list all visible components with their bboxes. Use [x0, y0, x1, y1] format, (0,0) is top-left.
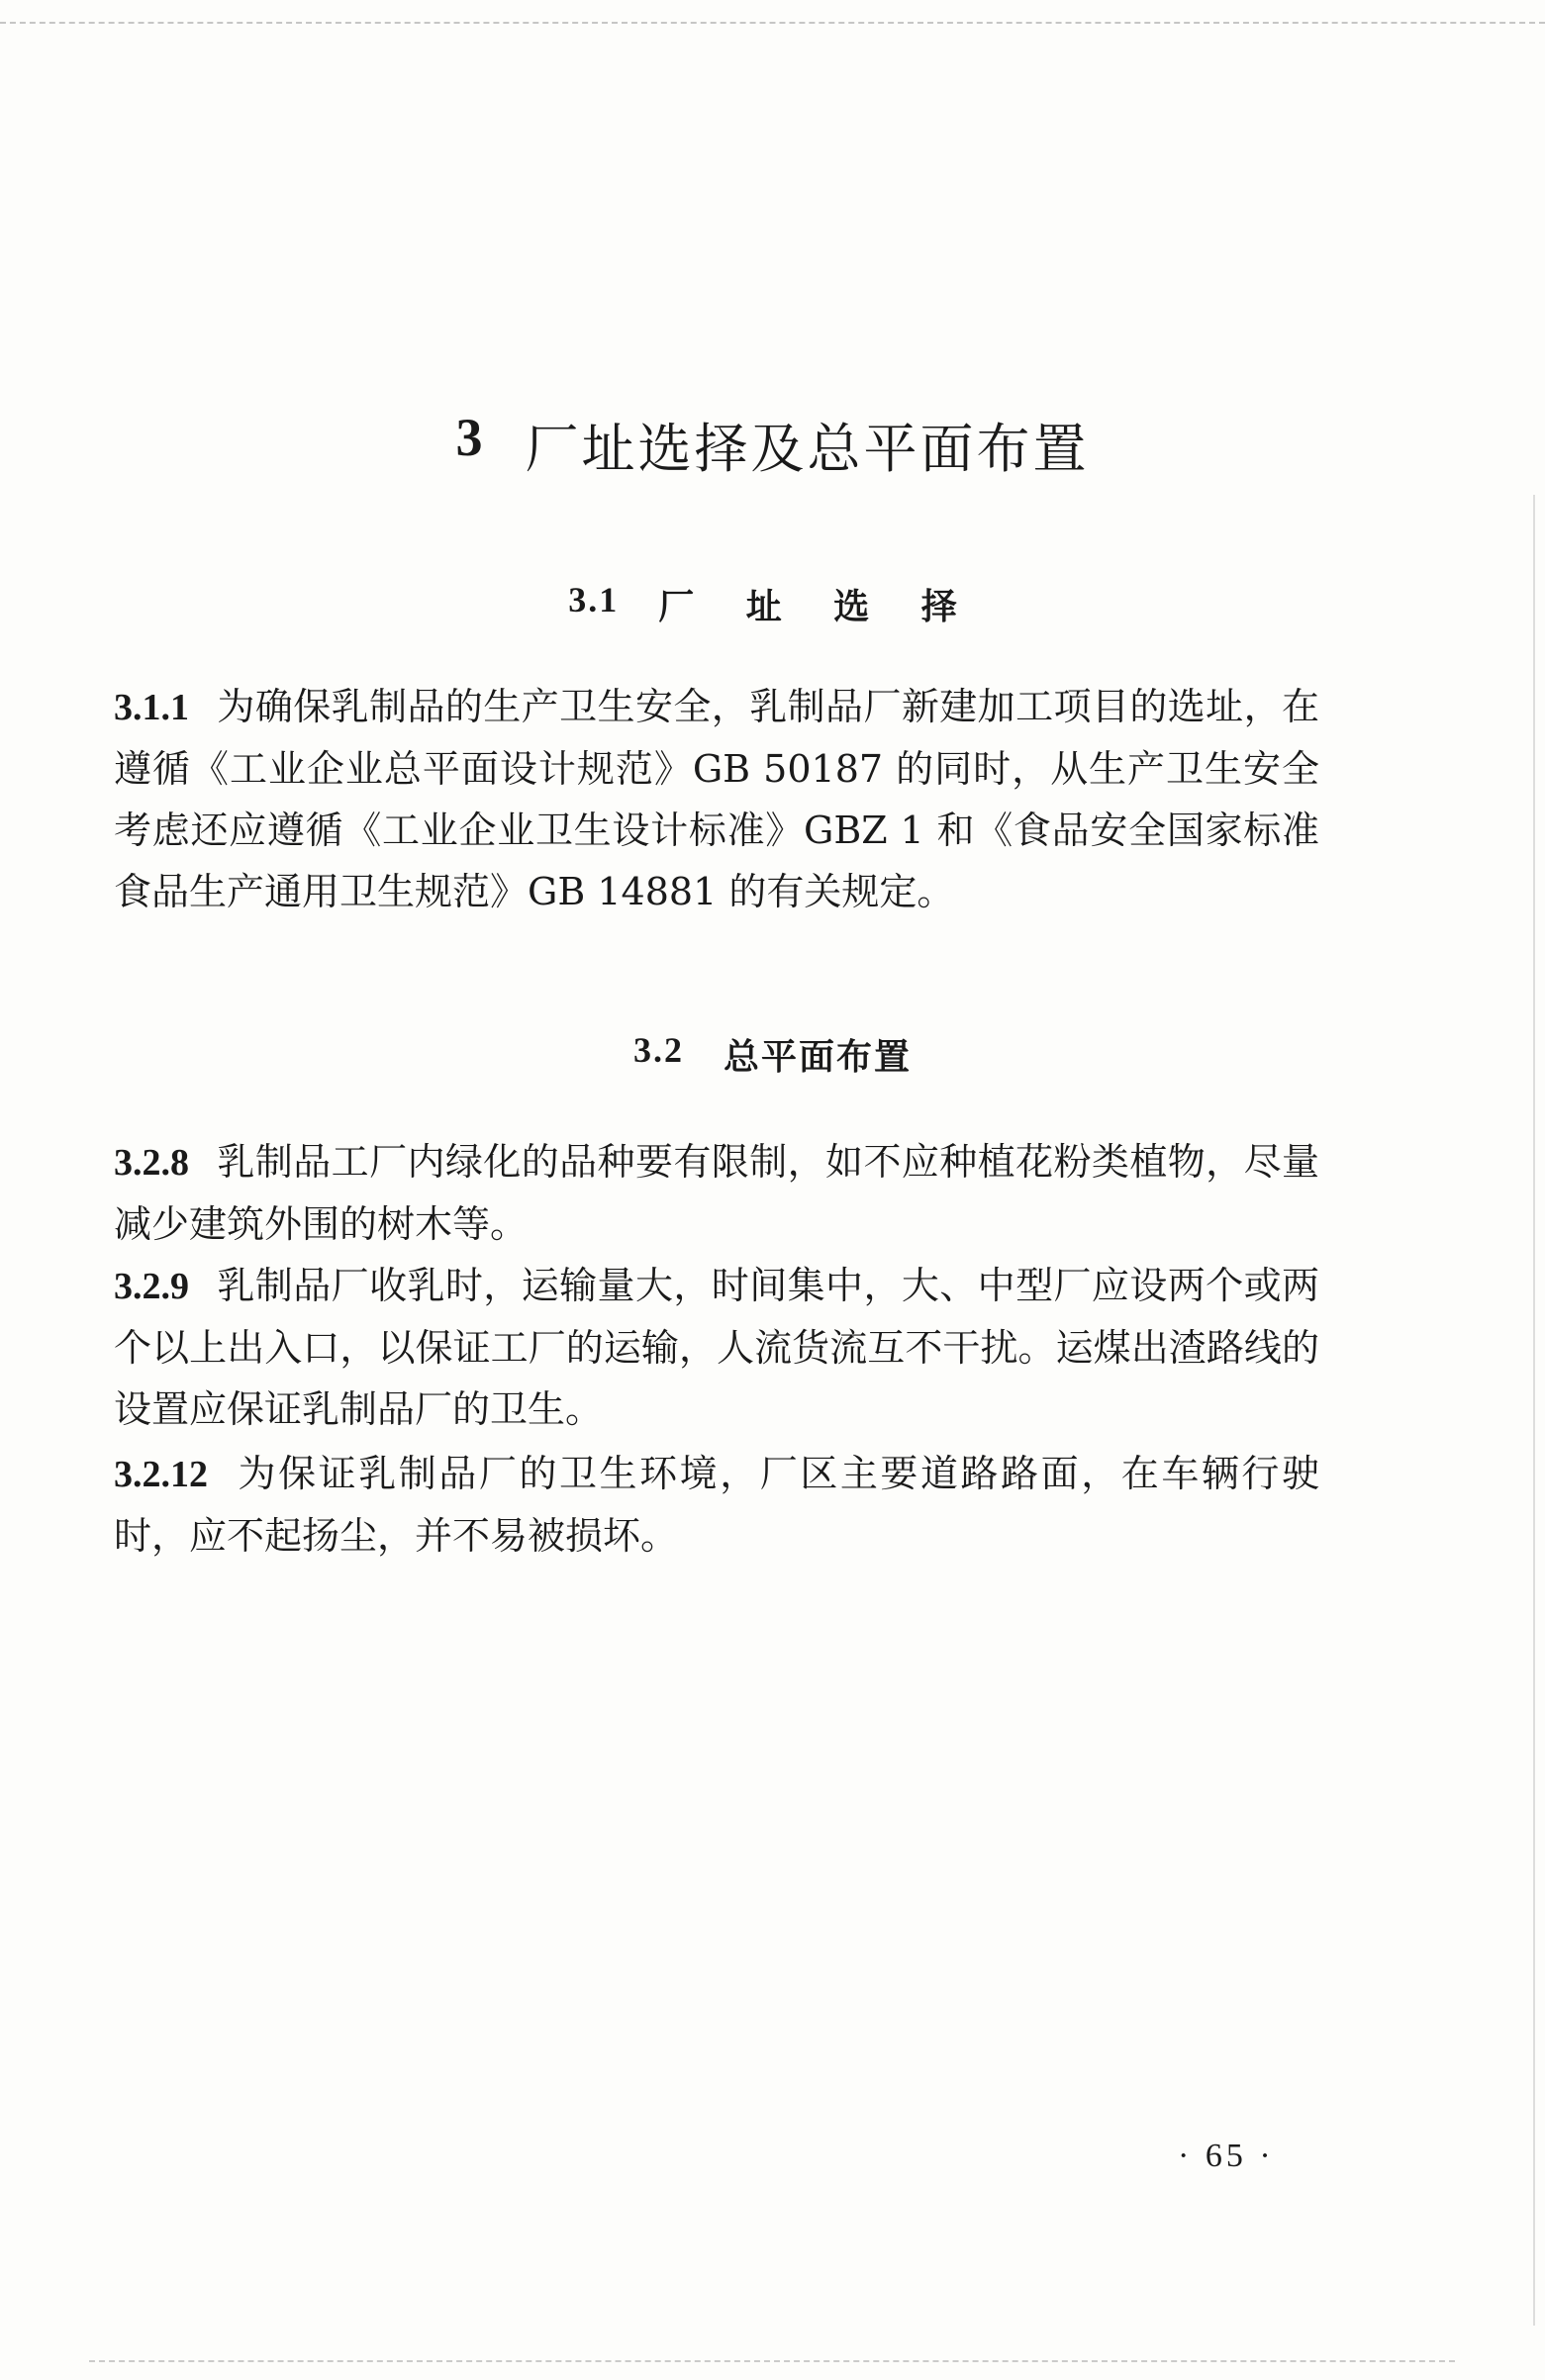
page-number: · 65 · [1178, 2138, 1275, 2174]
scan-edge-top [0, 0, 1545, 24]
scan-edge-bottom [89, 2360, 1455, 2364]
section-number: 3.1 [568, 579, 620, 619]
clause-3-1-1 [114, 676, 1319, 922]
chapter-number: 3 [455, 408, 486, 468]
chapter-title [0, 407, 1545, 483]
clause-3-2-9 [114, 1255, 1319, 1440]
clause-number: 3.2.9 [114, 1266, 189, 1307]
clause-text: 乳制品工厂内绿化的品种要有限制，如不应种植花粉类植物，尽量减少建筑外围的树木等。 [114, 1140, 1319, 1246]
scan-edge-right [1533, 495, 1535, 2326]
section-title-text: 厂 址 选 择 [658, 586, 977, 627]
clause-number: 3.1.1 [114, 687, 189, 728]
chapter-title-text: 厂址选择及总平面布置 [525, 418, 1090, 481]
clause-number: 3.2.12 [114, 1454, 208, 1495]
section-title-text: 总平面布置 [723, 1036, 912, 1078]
section-number: 3.2 [632, 1029, 684, 1070]
section-heading-3-2 [0, 1029, 1545, 1080]
clause-text: 为保证乳制品厂的卫生环境，厂区主要道路路面，在车辆行驶时，应不起扬尘，并不易被损坏。 [114, 1452, 1319, 1558]
clause-number: 3.2.8 [114, 1142, 189, 1184]
section-heading-3-1 [0, 579, 1545, 629]
clause-3-2-12 [114, 1443, 1319, 1567]
clause-text: 乳制品厂收乳时，运输量大，时间集中，大、中型厂应设两个或两个以上出入口，以保证工厂的运输，人流货流互不干扰。运煤出渣路线的设置应保证乳制品厂的卫生。 [114, 1264, 1319, 1431]
clause-text: 为确保乳制品的生产卫生安全，乳制品厂新建加工项目的选址，在遵循《工业企业总平面设计规范》GB 50187 的同时，从生产卫生安全考虑还应遵循《工业企业卫生设计标准》GBZ 1 和《食品安全国家标准 食品生产通用卫生规范》GB 14881 的有关规定。 [114, 685, 1319, 913]
clause-3-2-8 [114, 1131, 1319, 1255]
